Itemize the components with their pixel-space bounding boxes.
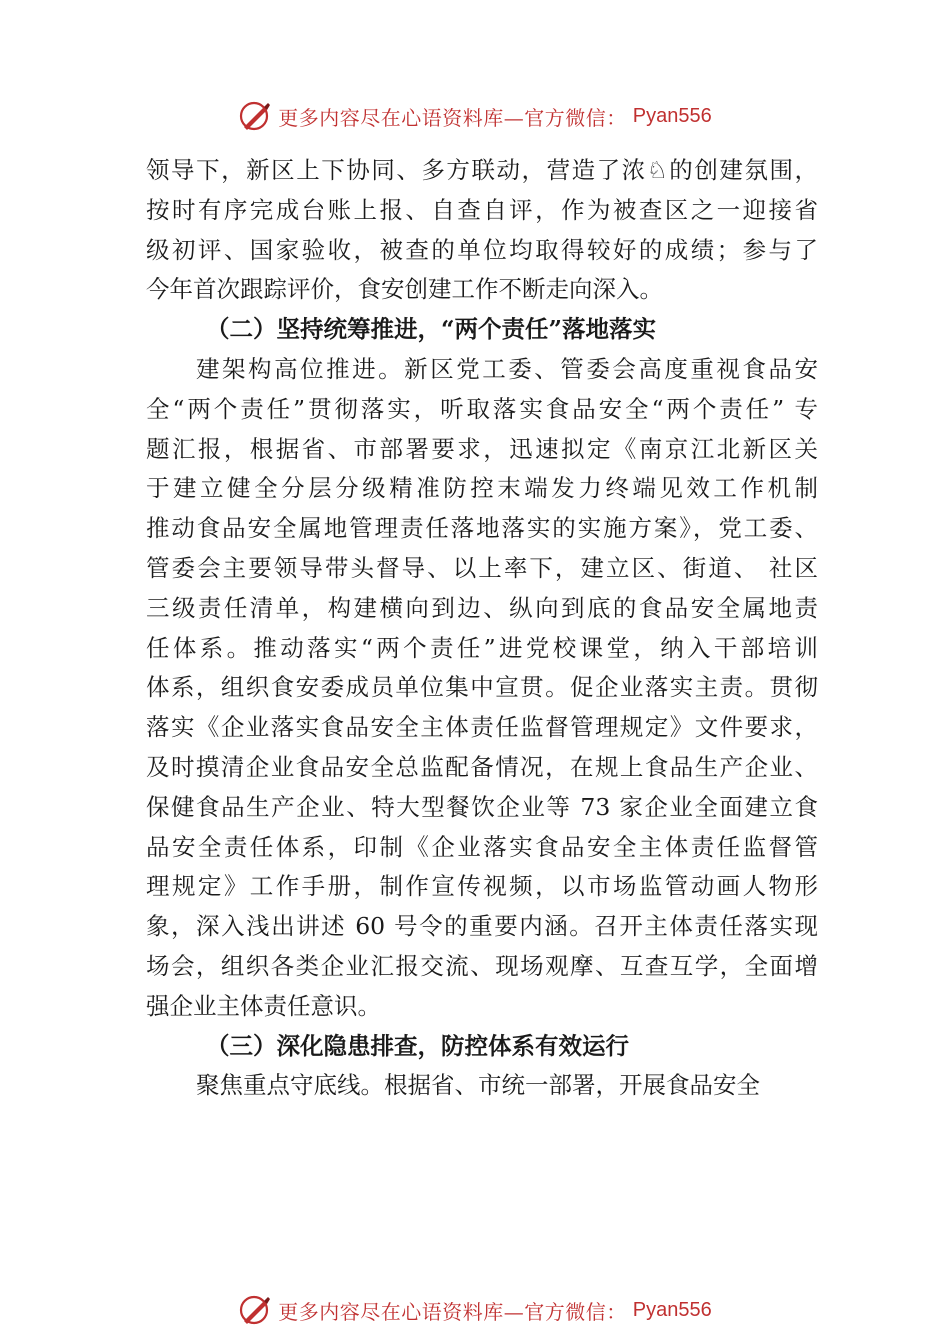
text-line: 三级责任清单，构建横向到边、纵向到底的食品安全属地责 — [146, 593, 818, 622]
section-heading-2: （二）坚持统筹推进，“两个责任”落地落实 — [206, 315, 657, 344]
text-line: 今年首次跟踪评价，食安创建工作不断走向深入。 — [146, 275, 663, 304]
text-line: 按时有序完成台账上报、自查自评，作为被查区之一迎接省 — [146, 195, 818, 224]
header-watermark — [0, 96, 950, 136]
section-heading-3: （三）深化隐患排查，防控体系有效运行 — [206, 1031, 629, 1060]
watermark-wechat-id: Pyan556 — [632, 104, 712, 127]
text-line: 及时摸清企业食品安全总监配备情况，在规上食品生产企业、 — [146, 752, 818, 781]
pen-logo-icon — [238, 99, 272, 133]
text-line: 落实《企业落实食品安全主体责任监督管理规定》文件要求， — [146, 713, 818, 742]
text-line: 领导下，新区上下协同、多方联动，营造了浓♘的创建氛围， — [146, 156, 818, 184]
watermark-label: 更多内容尽在心语资料库—官方微信： — [278, 1299, 627, 1324]
document-body — [146, 151, 818, 1106]
text-line: 推动食品安全属地管理责任落地落实的实施方案》，党工委、 — [146, 514, 818, 543]
footer-watermark — [0, 1290, 950, 1330]
text-line: 于建立健全分层分级精准防控末端发力终端见效工作机制 — [146, 474, 818, 503]
text-line: 品安全责任体系，印制《企业落实食品安全主体责任监督管 — [146, 832, 818, 861]
pen-logo-icon — [238, 1293, 272, 1327]
text-line: 象，深入浅出讲述 60 号令的重要内涵。召开主体责任落实现 — [146, 912, 818, 941]
watermark-label: 更多内容尽在心语资料库—官方微信： — [278, 105, 627, 130]
text-line: 理规定》工作手册，制作宣传视频，以市场监管动画人物形 — [146, 872, 818, 901]
text-line: 级初评、国家验收，被查的单位均取得较好的成绩；参与了 — [146, 235, 818, 264]
text-line: 体系，组织食安委成员单位集中宣贯。促企业落实主责。贯彻 — [146, 673, 818, 702]
watermark-wechat-id: Pyan556 — [632, 1298, 712, 1321]
text-line: 强企业主体责任意识。 — [146, 991, 381, 1020]
text-line: 保健食品生产企业、特大型餐饮企业等 73 家企业全面建立食 — [146, 792, 818, 821]
paragraph-start: 建架构高位推进。新区党工委、管委会高度重视食品安 — [196, 354, 818, 383]
text-line: 任体系。推动落实“两个责任”进党校课堂，纳入干部培训 — [146, 633, 818, 662]
text-line: 管委会主要领导带头督导、以上率下，建立区、街道、 社区 — [146, 553, 818, 582]
paragraph-start: 聚焦重点守底线。根据省、市统一部署，开展食品安全 — [196, 1071, 760, 1100]
text-line: 题汇报，根据省、市部署要求，迅速拟定《南京江北新区关 — [146, 434, 818, 463]
text-line: 场会，组织各类企业汇报交流、现场观摩、互查互学，全面增 — [146, 951, 818, 980]
text-line: 全“两个责任”贯彻落实，听取落实食品安全“两个责任” 专 — [146, 394, 818, 423]
